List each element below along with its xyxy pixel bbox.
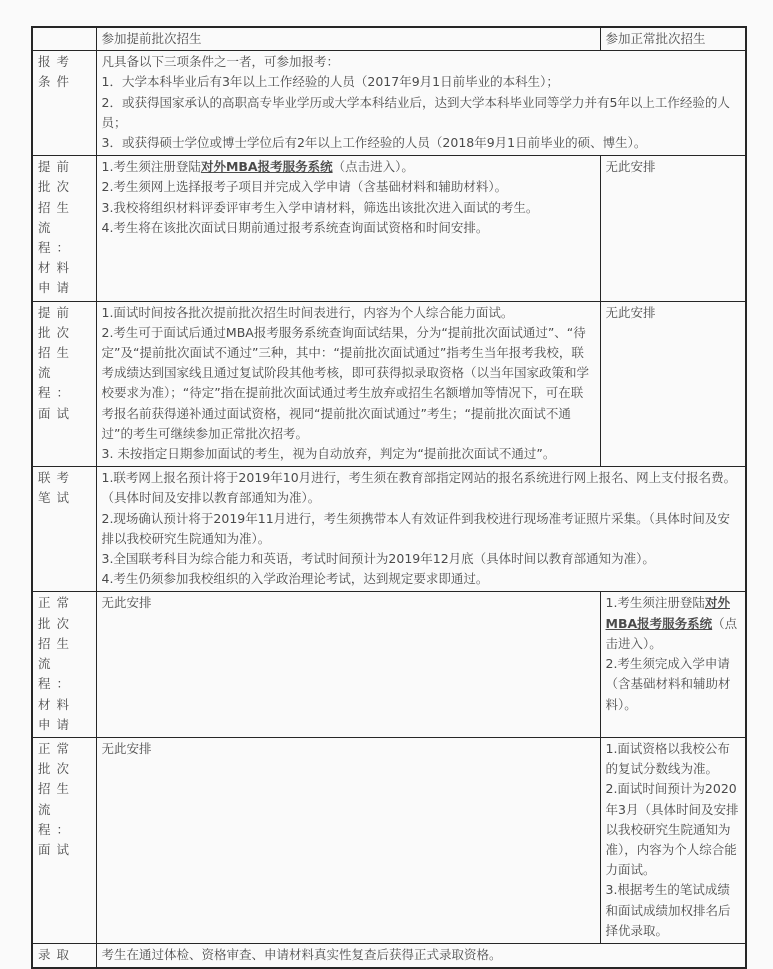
row-label-normal-materials: 正常批次招生流程：材料申请 [32, 592, 96, 737]
admissions-process-table-wrap [31, 26, 747, 969]
early-interview-cell [96, 301, 600, 467]
early-materials-item-1 [102, 157, 595, 177]
early-materials-cell [96, 156, 600, 301]
requirements-cell [96, 51, 746, 156]
written-exam-item-4: 4.考生仍须参加我校组织的入学政治理论考试，达到规定要求即通过。 [101, 571, 489, 587]
normal-materials-none-cell: 无此安排 [96, 592, 600, 737]
normal-interview-row [32, 737, 746, 943]
requirements-item-1: 1．大学本科毕业后有3年以上工作经验的人员（2017年9月1日前毕业的本科生）； [101, 74, 559, 90]
normal-materials-row [32, 592, 746, 737]
written-exam-row [32, 467, 746, 592]
admission-row [32, 943, 746, 968]
normal-interview-cell [600, 737, 746, 943]
row-label-early-interview: 提前批次招生流程：面试 [32, 301, 96, 467]
normal-interview-none-cell: 无此安排 [96, 737, 600, 943]
admissions-process-table [31, 26, 747, 969]
normal-interview-item-1: 1.面试资格以我校公布的复试分数线为准。 [605, 740, 730, 777]
requirements-item-2: 2．或获得国家承认的高职高专毕业学历或大学本科结业后，达到大学本科毕业同等学力并有5年以上工作经验的人员； [101, 94, 730, 130]
column-header-early-batch: 参加提前批次招生 [96, 27, 600, 51]
row-label-requirements: 报考条件 [32, 51, 96, 156]
early-materials-item-4: 4.考生将在该批次面试日期前通过报考系统查询面试资格和时间安排。 [101, 219, 489, 235]
early-materials-item-2: 2.考生须网上选择报考子项目并完成入学申请（含基础材料和辅助材料）。 [101, 179, 508, 195]
written-exam-item-3: 3.全国联考科目为综合能力和英语，考试时间预计为2019年12月底（具体时间以教育部通知为准）。 [101, 551, 655, 567]
early-interview-item-1: 1.面试时间按各批次提前批次招生时间表进行，内容为个人综合能力面试。 [101, 304, 514, 320]
admission-item-1: 考生在通过体检、资格审查、申请材料真实性复查后获得正式录取资格。 [101, 946, 502, 962]
requirements-row [32, 51, 746, 156]
normal-interview-item-3: 3.根据考生的笔试成绩和面试成绩加权排名后择优录取。 [605, 882, 731, 938]
normal-materials-item-1-suffix: （点击进入）。 [605, 615, 738, 651]
early-interview-item-3: 3. 未按指定日期参加面试的考生，视为自动放弃，判定为“提前批次面试不通过”。 [101, 446, 556, 462]
early-materials-row [32, 156, 746, 301]
normal-materials-cell [600, 592, 746, 737]
normal-materials-item-1 [606, 593, 741, 654]
corner-cell [32, 27, 96, 51]
row-label-normal-interview: 正常批次招生流程：面试 [32, 737, 96, 943]
column-header-normal-batch: 参加正常批次招生 [600, 27, 746, 51]
early-materials-item-1-prefix: 1.考生须注册登陆 [101, 159, 201, 175]
early-interview-none-cell: 无此安排 [600, 301, 746, 467]
early-interview-row [32, 301, 746, 467]
written-exam-item-2: 2.现场确认预计将于2019年11月进行，考生须携带本人有效证件到我校进行现场准考证照片采集。（具体时间及安排以我校研究生院通知为准）。 [101, 510, 730, 546]
written-exam-item-1: 1.联考网上报名预计将于2019年10月进行，考生须在教育部指定网站的报名系统进行网上报名、网上支付报名费。（具体时间及安排以教育部通知为准）。 [101, 470, 737, 506]
admission-cell [96, 943, 746, 968]
row-label-early-materials: 提前批次招生流程：材料申请 [32, 156, 96, 301]
early-materials-item-3: 3.我校将组织材料评委评审考生入学申请材料，筛选出该批次进入面试的考生。 [101, 199, 539, 215]
normal-materials-item-2: 2.考生须完成入学申请（含基础材料和辅助材料）。 [605, 656, 731, 712]
row-label-admission: 录取 [32, 943, 96, 968]
normal-materials-item-1-prefix: 1.考生须注册登陆 [605, 595, 705, 611]
written-exam-cell [96, 467, 746, 592]
early-materials-item-1-suffix: （点击进入）。 [332, 159, 414, 175]
header-row [32, 27, 746, 51]
normal-interview-item-2: 2.面试时间预计为2020年3月（具体时间及安排以我校研究生院通知为准），内容为个人综合能力面试。 [605, 781, 739, 878]
mba-application-system-link-early[interactable]: 对外MBA报考服务系统 [200, 159, 333, 175]
mba-application-system-link-normal[interactable]: 对外MBA报考服务系统 [605, 595, 730, 631]
row-label-written-exam: 联考笔试 [32, 467, 96, 592]
early-interview-item-2: 2.考生可于面试后通过MBA报考服务系统查询面试结果，分为“提前批次面试通过”、“待定”及“提前批次面试不通过”三种，其中：“提前批次面试通过”指考生当年报考我校，联考成绩达到国家线且通过复试阶段其他考核，即可获得拟录取资格（以当年国家政策和学校要求为准）；“待定”指在提前批次面试通过考生放弃或招生名额增加等情况下，可在联考报名前获得递补通过面试资格，视同“提前批次面试通过”考生；“提前批次面试不通过”的考生可继续参加正常批次招考。 [101, 324, 590, 441]
requirements-item-3: 3．或获得硕士学位或博士学位后有2年以上工作经验的人员（2018年9月1日前毕业的硕、博生）。 [101, 135, 647, 151]
early-materials-none-cell: 无此安排 [600, 156, 746, 301]
requirements-intro: 凡具备以下三项条件之一者，可参加报考： [101, 54, 340, 70]
